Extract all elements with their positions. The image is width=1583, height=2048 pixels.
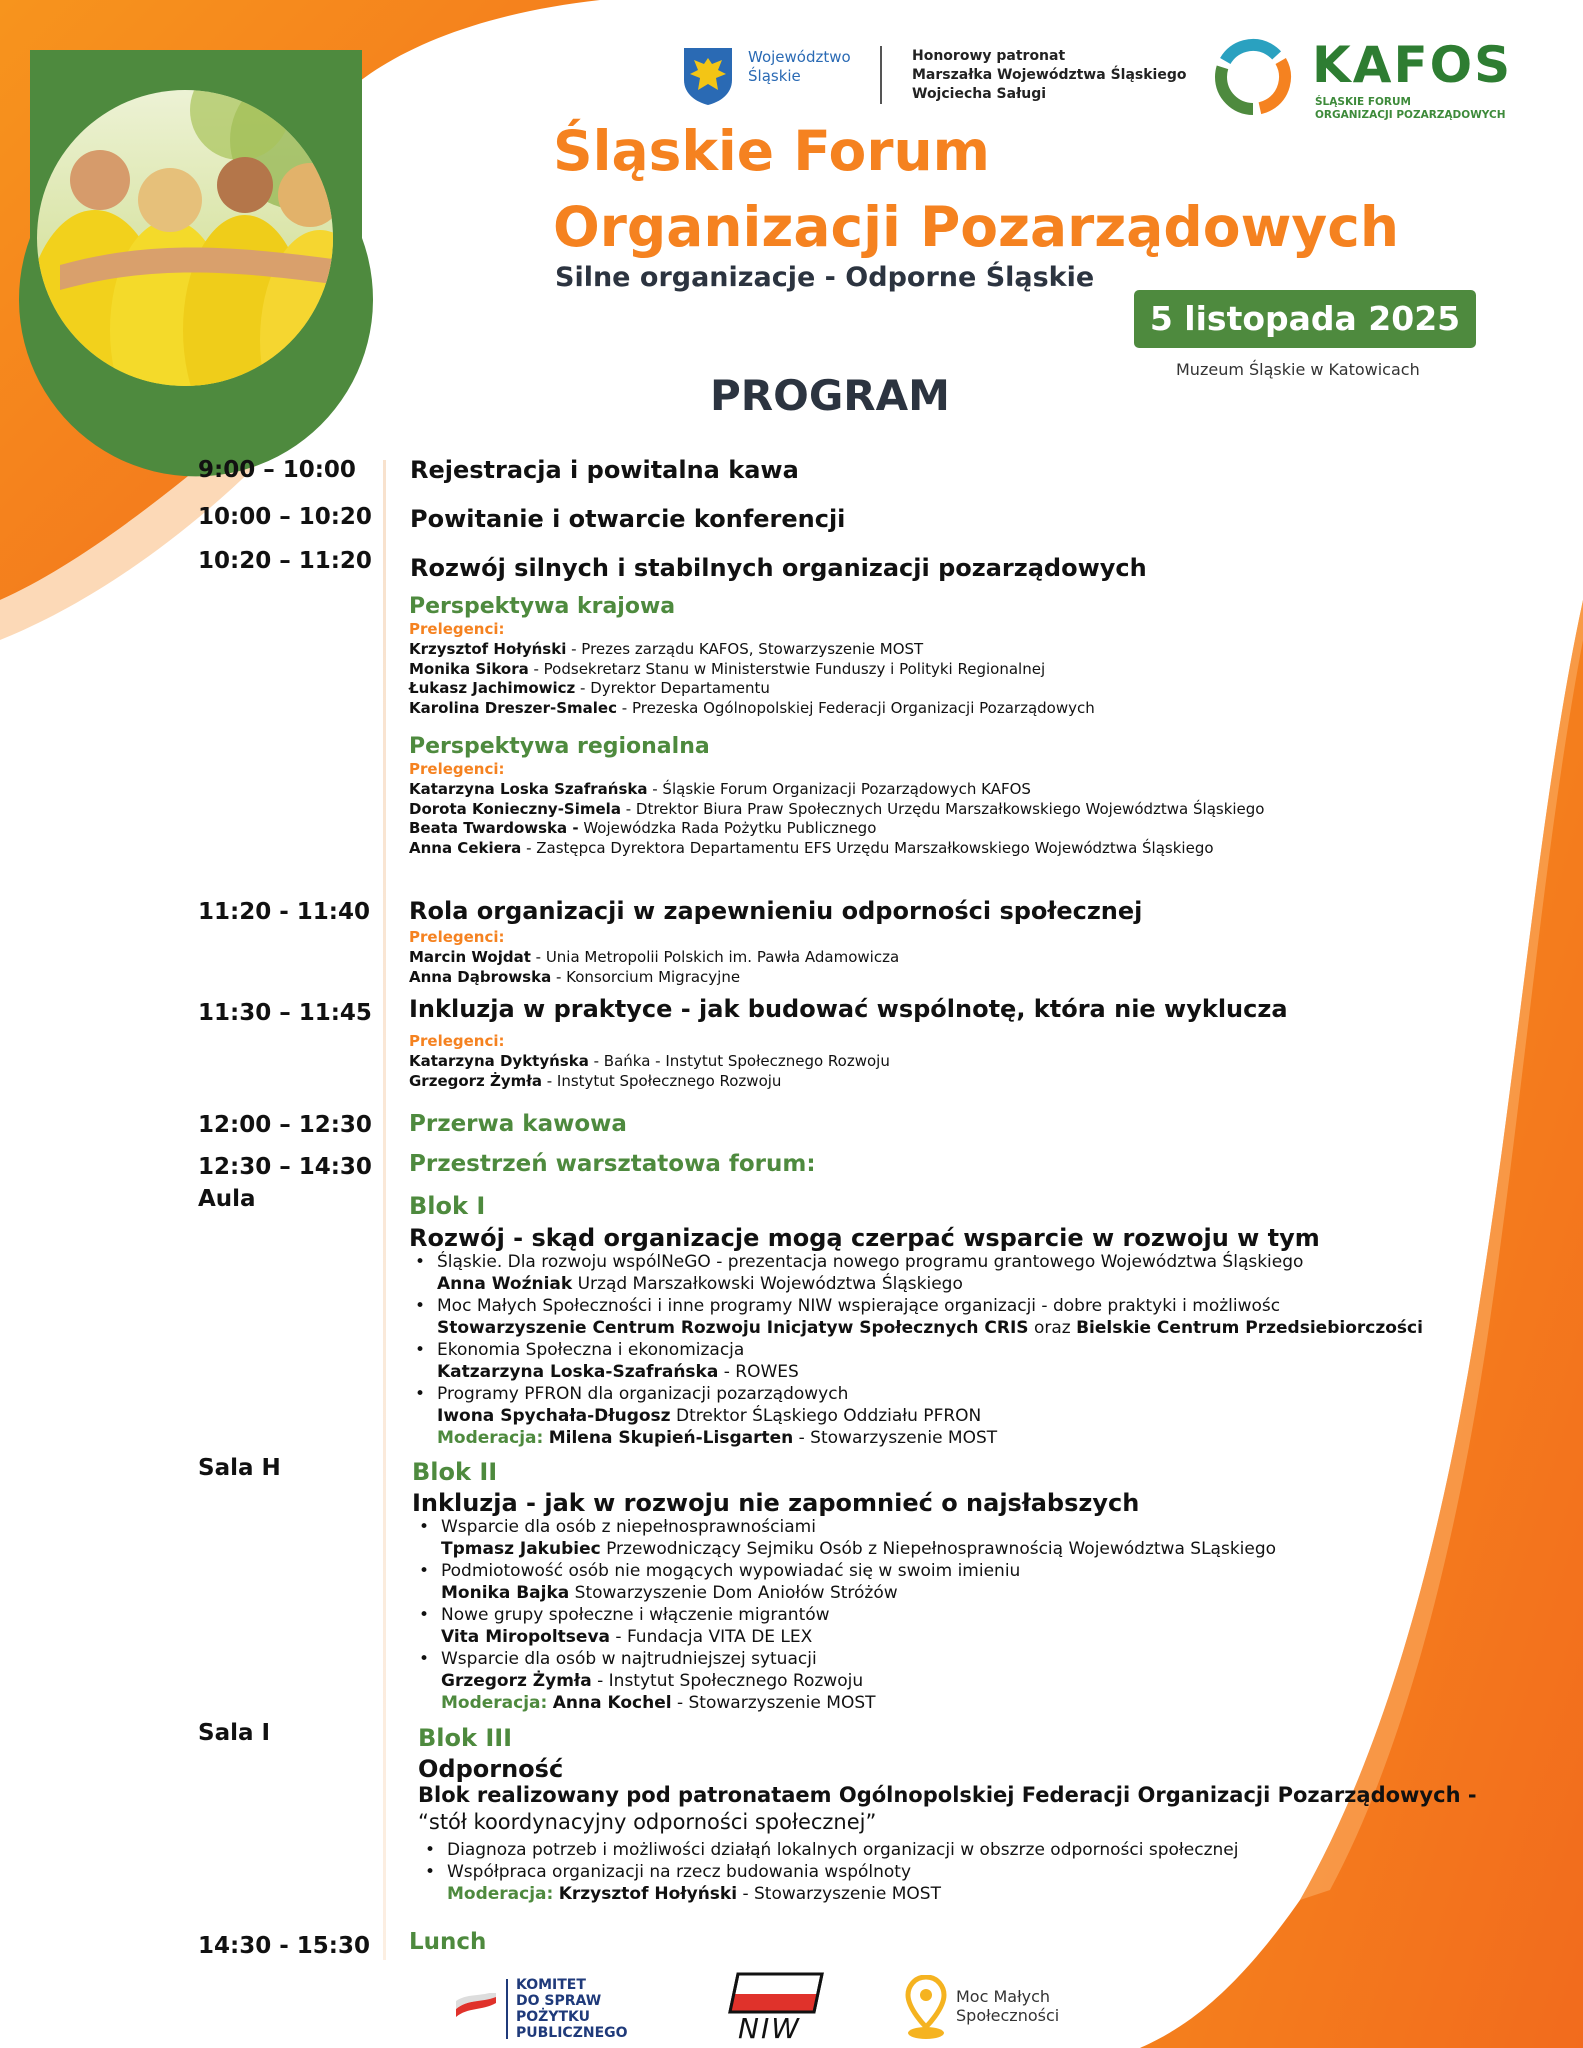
- komitet-separator: [506, 1979, 508, 2039]
- list-item: Katarzyna Dyktyńska - Bańka - Instytut Społecznego Rozwoju: [409, 1052, 890, 1070]
- list-item-speaker: Stowarzyszenie Centrum Rozwoju Inicjatyw Społecznych CRIS oraz Bielskie Centrum Przedsiebiorczości: [437, 1318, 1423, 1338]
- list-item-speaker: Vita Miropoltseva - Fundacja VITA DE LEX: [441, 1627, 813, 1647]
- page-subtitle: Silne organizacje - Odporne Śląskie: [555, 262, 1095, 293]
- block3-moderation: Moderacja: Krzysztof Hołyński - Stowarzyszenie MOST: [447, 1884, 941, 1904]
- list-item: • Śląskie. Dla rozwoju wspólNeGO - prezentacja nowego programu grantowego Województwa Śląskiego: [409, 1251, 1423, 1273]
- list-item: Anna Dąbrowska - Konsorcium Migracyjne: [409, 967, 741, 986]
- list-item: Krzysztof Hołyński - Prezes zarządu KAFOS, Stowarzyszenie MOST: [409, 640, 924, 658]
- room-sala-h: Sala H: [198, 1455, 281, 1481]
- speakers-label: Prelegenci:: [409, 1032, 505, 1050]
- kafos-subline2: ORGANIZACJI POZARZĄDOWYCH: [1315, 109, 1506, 121]
- list-item: Katarzyna Loska Szafrańska - Śląskie Forum Organizacji Pozarządowych KAFOS: [409, 780, 1031, 798]
- room-sala-i: Sala I: [198, 1720, 271, 1746]
- speakers-label: Prelegenci:: [409, 620, 505, 638]
- title-s1: Rejestracja i powitalna kawa: [410, 456, 799, 484]
- mms-line2: Społeczności: [956, 2006, 1060, 2025]
- komitet-line4: PUBLICZNEGO: [516, 2025, 628, 2041]
- date-text: 5 listopada 2025: [1149, 299, 1461, 338]
- program-heading: PROGRAM: [710, 371, 950, 420]
- list-item: • Ekonomia Społeczna i ekonomizacja: [409, 1339, 1423, 1361]
- komitet-logo: [452, 1975, 652, 2043]
- block3-name: Blok III: [418, 1724, 513, 1752]
- patronage-line2: Marszałka Województwa Śląskiego: [912, 67, 1187, 83]
- list-item: Anna Cekiera - Zastępca Dyrektora Departamentu EFS Urzędu Marszałkowskiego Województwa Śląskiego: [409, 838, 1214, 857]
- block1-name: Blok I: [409, 1192, 486, 1220]
- mms-line1: Moc Małych: [956, 1987, 1051, 2006]
- date-badge: [1134, 290, 1476, 348]
- list-item: • Diagnoza potrzeb i możliwości działąń lokalnych organizacji w obszrze odporności społecznej: [419, 1839, 1238, 1861]
- list-item: Łukasz Jachimowicz - Dyrektor Departamentu: [409, 679, 770, 698]
- moc-malych-spolecznosci-logo: [904, 1975, 1084, 2043]
- speaker-list-regionalna: [409, 780, 1265, 858]
- region-name-line2: Śląskie: [748, 67, 801, 85]
- list-item-speaker: Monika Bajka Stowarzyszenie Dom Aniołów Stróżów: [441, 1583, 898, 1603]
- page-title-line1: Śląskie Forum: [553, 119, 990, 183]
- list-item: Marcin Wojdat - Unia Metropolii Polskich im. Pawła Adamowicza: [409, 948, 900, 966]
- region-name-line1: Województwo: [748, 48, 851, 66]
- kafos-logo: [1212, 36, 1512, 126]
- list-item: Karolina Dreszer-Smalec - Prezeska Ogólnopolskiej Federacji Organizacji Pozarządowych: [409, 698, 1095, 717]
- speaker-list-krajowa: [409, 640, 1095, 718]
- list-item-speaker: Iwona Spychała-Długosz Dtrektor ŚLąskiego Oddziału PFRON: [437, 1406, 982, 1426]
- list-item: Grzegorz Żymła - Instytut Społecznego Rozwoju: [409, 1071, 782, 1090]
- polish-flag-icon: [454, 1993, 498, 2023]
- list-item: Dorota Konieczny-Simela - Dtrektor Biura Praw Społecznych Urzędu Marszałkowskiego Województwa Śląskiego: [409, 799, 1265, 818]
- niw-logo: [728, 1972, 824, 2044]
- kafos-subline1: ŚLĄSKIE FORUM: [1315, 96, 1411, 108]
- title-s5: Inkluzja w praktyce - jak budować wspólnotę, która nie wyklucza: [409, 995, 1288, 1023]
- location-pin-icon: [904, 1975, 948, 2041]
- title-s6: Przerwa kawowa: [409, 1111, 627, 1137]
- block2-title: Inkluzja - jak w rozwoju nie zapomnieć o najsłabszych: [412, 1489, 1140, 1517]
- list-item: • Wsparcie dla osób z niepełnosprawnościami: [413, 1516, 1276, 1538]
- list-item-speaker: Tpmasz Jakubiec Przewodniczący Sejmiku Osób z Niepełnosprawnością Województwa SLąskiego: [441, 1539, 1277, 1559]
- title-s3: Rozwój silnych i stabilnych organizacji pozarządowych: [410, 554, 1147, 582]
- section-perspektywa-regionalna: Perspektywa regionalna: [409, 734, 710, 759]
- speakers-label: Prelegenci:: [409, 760, 505, 778]
- page-title-line2: Organizacji Pozarządowych: [553, 195, 1400, 259]
- block3-title: Odporność: [418, 1755, 564, 1783]
- block2-moderation: Moderacja: Anna Kochel - Stowarzyszenie MOST: [441, 1693, 876, 1713]
- room-aula: Aula: [198, 1186, 256, 1212]
- venue-text: Muzeum Śląskie w Katowicach: [1176, 360, 1420, 379]
- time-s5: 11:30 – 11:45: [198, 1000, 372, 1026]
- patronage-line1: Honorowy patronat: [912, 48, 1066, 64]
- list-item: • Podmiotowość osób nie mogących wypowiadać się w swoim imieniu: [413, 1560, 1276, 1582]
- patronage-line3: Wojciecha Saługi: [912, 86, 1047, 102]
- time-s6: 12:00 – 12:30: [198, 1112, 372, 1138]
- niw-flag-icon: [728, 1972, 824, 2016]
- time-s4: 11:20 - 11:40: [198, 899, 370, 925]
- block1-list: [409, 1251, 1423, 1449]
- list-item: • Wsparcie dla osób w najtrudniejszej sytuacji: [413, 1648, 1276, 1670]
- time-s2: 10:00 – 10:20: [198, 504, 372, 530]
- komitet-line1: KOMITET: [516, 1977, 586, 1993]
- title-s2: Powitanie i otwarcie konferencji: [410, 505, 846, 533]
- region-logo: [682, 46, 882, 106]
- komitet-line3: POŻYTKU: [516, 2009, 590, 2025]
- list-item: • Nowe grupy społeczne i włączenie migrantów: [413, 1604, 1276, 1626]
- title-s8: Lunch: [409, 1929, 487, 1955]
- block3-desc2: “stół koordynacyjny odporności społecznej”: [418, 1810, 877, 1834]
- patronage-text: [912, 47, 1186, 104]
- eagle-crest-icon: [682, 46, 734, 106]
- time-s1: 9:00 – 10:00: [198, 457, 356, 483]
- list-item: Monika Sikora - Podsekretarz Stanu w Ministerstwie Funduszy i Polityki Regionalnej: [409, 659, 1046, 678]
- list-item: Beata Twardowska - Wojewódzka Rada Pożytku Publicznego: [409, 819, 877, 838]
- list-item: • Współpraca organizacji na rzecz budowania wspólnoty: [419, 1861, 1238, 1883]
- title-s7: Przestrzeń warsztatowa forum:: [409, 1151, 816, 1177]
- section-perspektywa-krajowa: Perspektywa krajowa: [409, 594, 676, 619]
- list-item-speaker: Grzegorz Żymła - Instytut Społecznego Rozwoju: [441, 1671, 864, 1691]
- kafos-name: KAFOS: [1312, 36, 1513, 94]
- speakers-label: Prelegenci:: [409, 928, 505, 946]
- speaker-list-s5: [409, 1052, 890, 1091]
- header-separator: [880, 46, 882, 104]
- list-item: • Moc Małych Społeczności i inne programy NIW wspierające organizacji - dobre praktyki i możliwośc: [409, 1295, 1423, 1317]
- block2-list: [413, 1516, 1276, 1714]
- block1-moderation: Moderacja: Milena Skupień-Lisgarten - Stowarzyszenie MOST: [437, 1428, 998, 1448]
- time-s8: 14:30 - 15:30: [198, 1933, 370, 1959]
- niw-text: NIW: [738, 2012, 801, 2045]
- time-s3: 10:20 – 11:20: [198, 548, 372, 574]
- list-item-speaker: Katzarzyna Loska-Szafrańska - ROWES: [437, 1362, 799, 1382]
- list-item-speaker: Anna Woźniak Urząd Marszałkowski Województwa Śląskiego: [437, 1274, 963, 1294]
- block3-list: [419, 1839, 1238, 1905]
- block3-desc1: Blok realizowany pod patronataem Ogólnopolskiej Federacji Organizacji Pozarządowych -: [418, 1783, 1477, 1807]
- block1-title: Rozwój - skąd organizacje mogą czerpać wsparcie w rozwoju w tym: [409, 1224, 1320, 1252]
- list-item: • Programy PFRON dla organizacji pozarządowych: [409, 1383, 1423, 1405]
- title-s4: Rola organizacji w zapewnieniu odporności społecznej: [409, 897, 1143, 925]
- time-s7: 12:30 – 14:30: [198, 1154, 372, 1180]
- kafos-ring-icon: [1212, 36, 1294, 118]
- komitet-line2: DO SPRAW: [516, 1993, 602, 2009]
- speaker-list-s4: [409, 948, 899, 987]
- block2-name: Blok II: [412, 1458, 498, 1486]
